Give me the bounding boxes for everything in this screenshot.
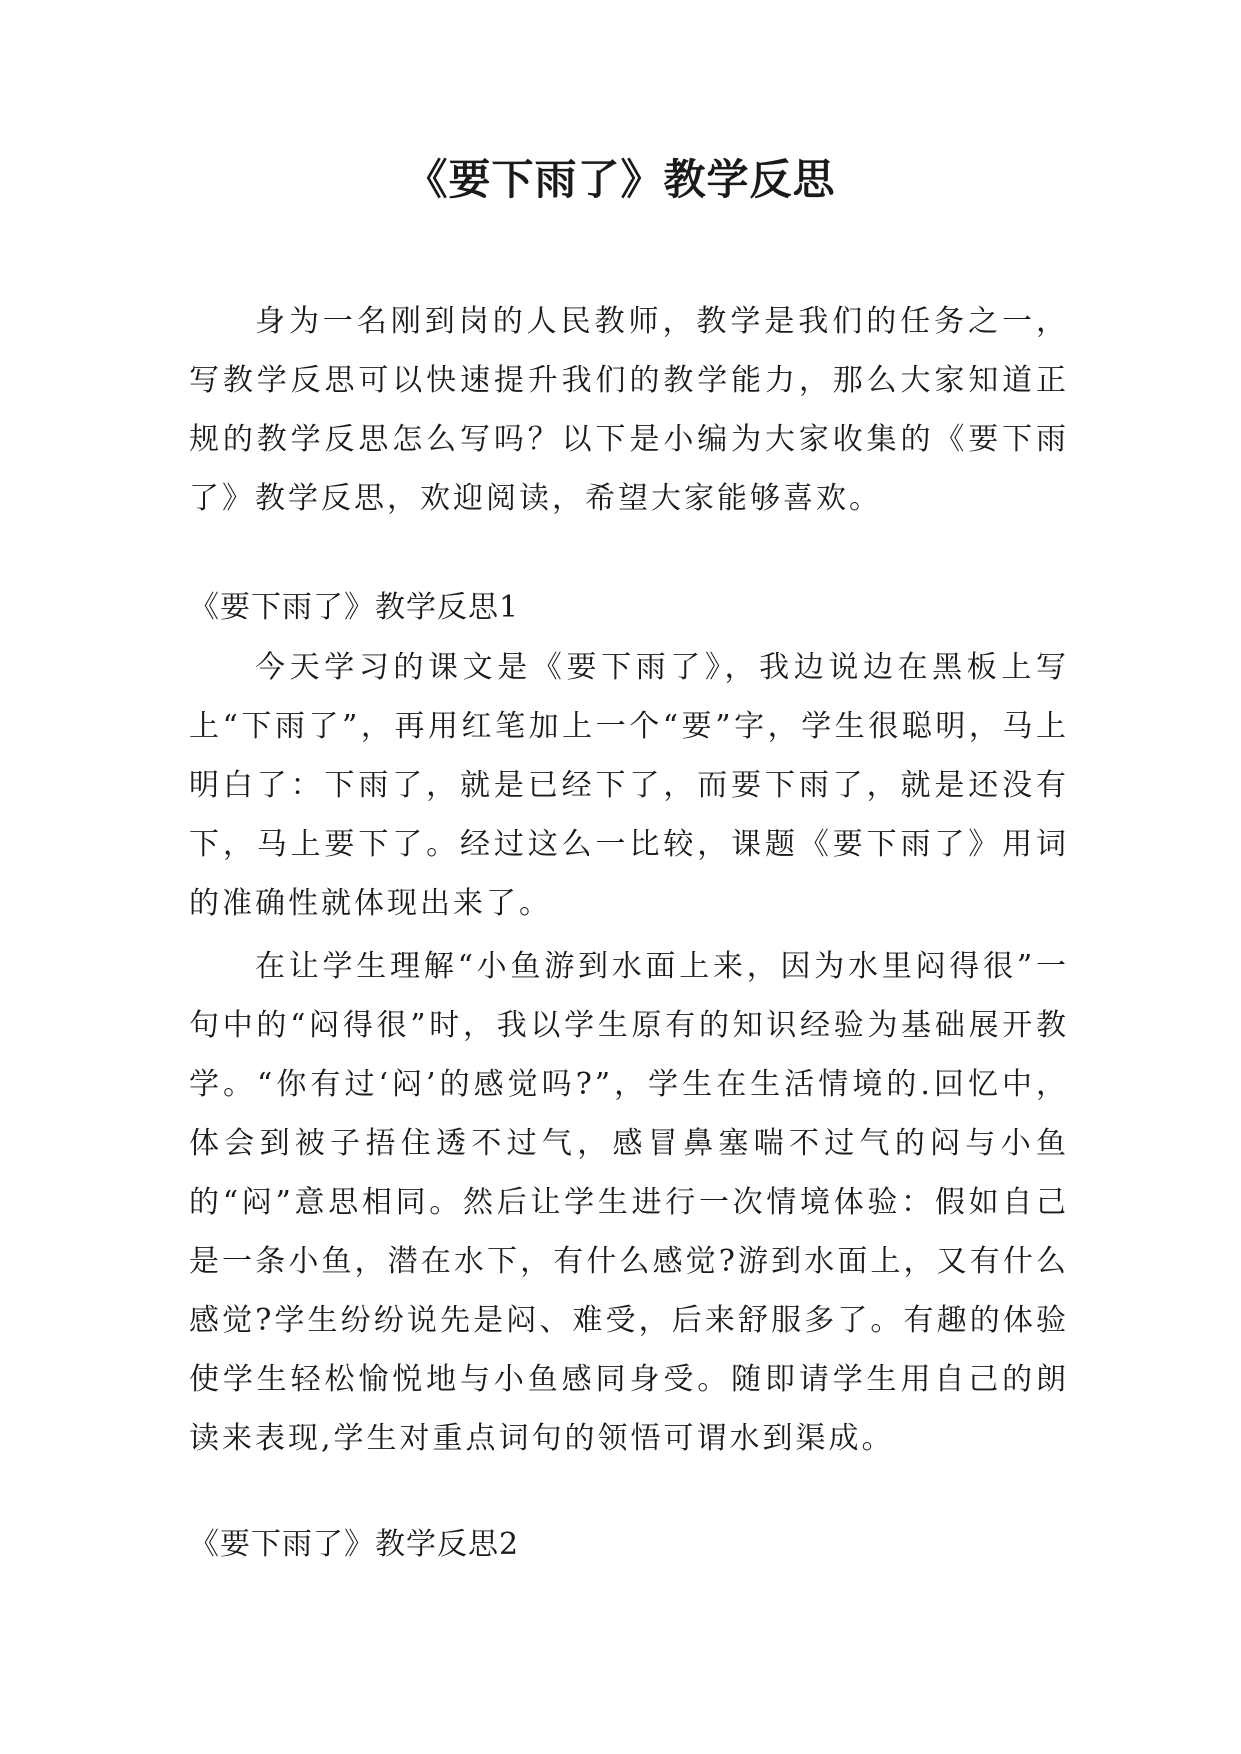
section-1-paragraph-1: 今天学习的课文是《要下雨了》，我边说边在黑板上写上“下雨了”，再用红笔加上一个“要”字，学生很聪明，马上明白了：下雨了，就是已经下了，而要下雨了，就是还没有下，马上要下了。经过这么一比较，课题《要下雨了》用词的准确性就体现出来了。 [189,650,1069,921]
section-1-paragraph-2: 在让学生理解“小鱼游到水面上来，因为水里闷得很”一句中的“闷得很”时，我以学生原有的知识经验为基础展开教学。“你有过‘闷’的感觉吗?”，学生在生活情境的.回忆中，体会到被子捂住透不过气，感冒鼻塞喘不过气的闷与小鱼的“闷”意思相同。然后让学生进行一次情境体验：假如自己是一条小鱼，潜在水下，有什么感觉?游到水面上，又有什么感觉?学生纷纷说先是闷、难受，后来舒服多了。有趣的体验使学生轻松愉悦地与小鱼感同身受。随即请学生用自己的朗读来表现,学生对重点词句的领悟可谓水到渠成。 [189,949,1069,1456]
section-heading-2: 《要下雨了》教学反思2 [189,1527,520,1562]
section-heading-1: 《要下雨了》教学反思1 [189,590,520,625]
intro-paragraph: 身为一名刚到岗的人民教师，教学是我们的任务之一，写教学反思可以快速提升我们的教学能力，那么大家知道正规的教学反思怎么写吗？以下是小编为大家收集的《要下雨了》教学反思，欢迎阅读，希望大家能够喜欢。 [189,304,1069,516]
document-title: 《要下雨了》教学反思 [405,155,836,204]
